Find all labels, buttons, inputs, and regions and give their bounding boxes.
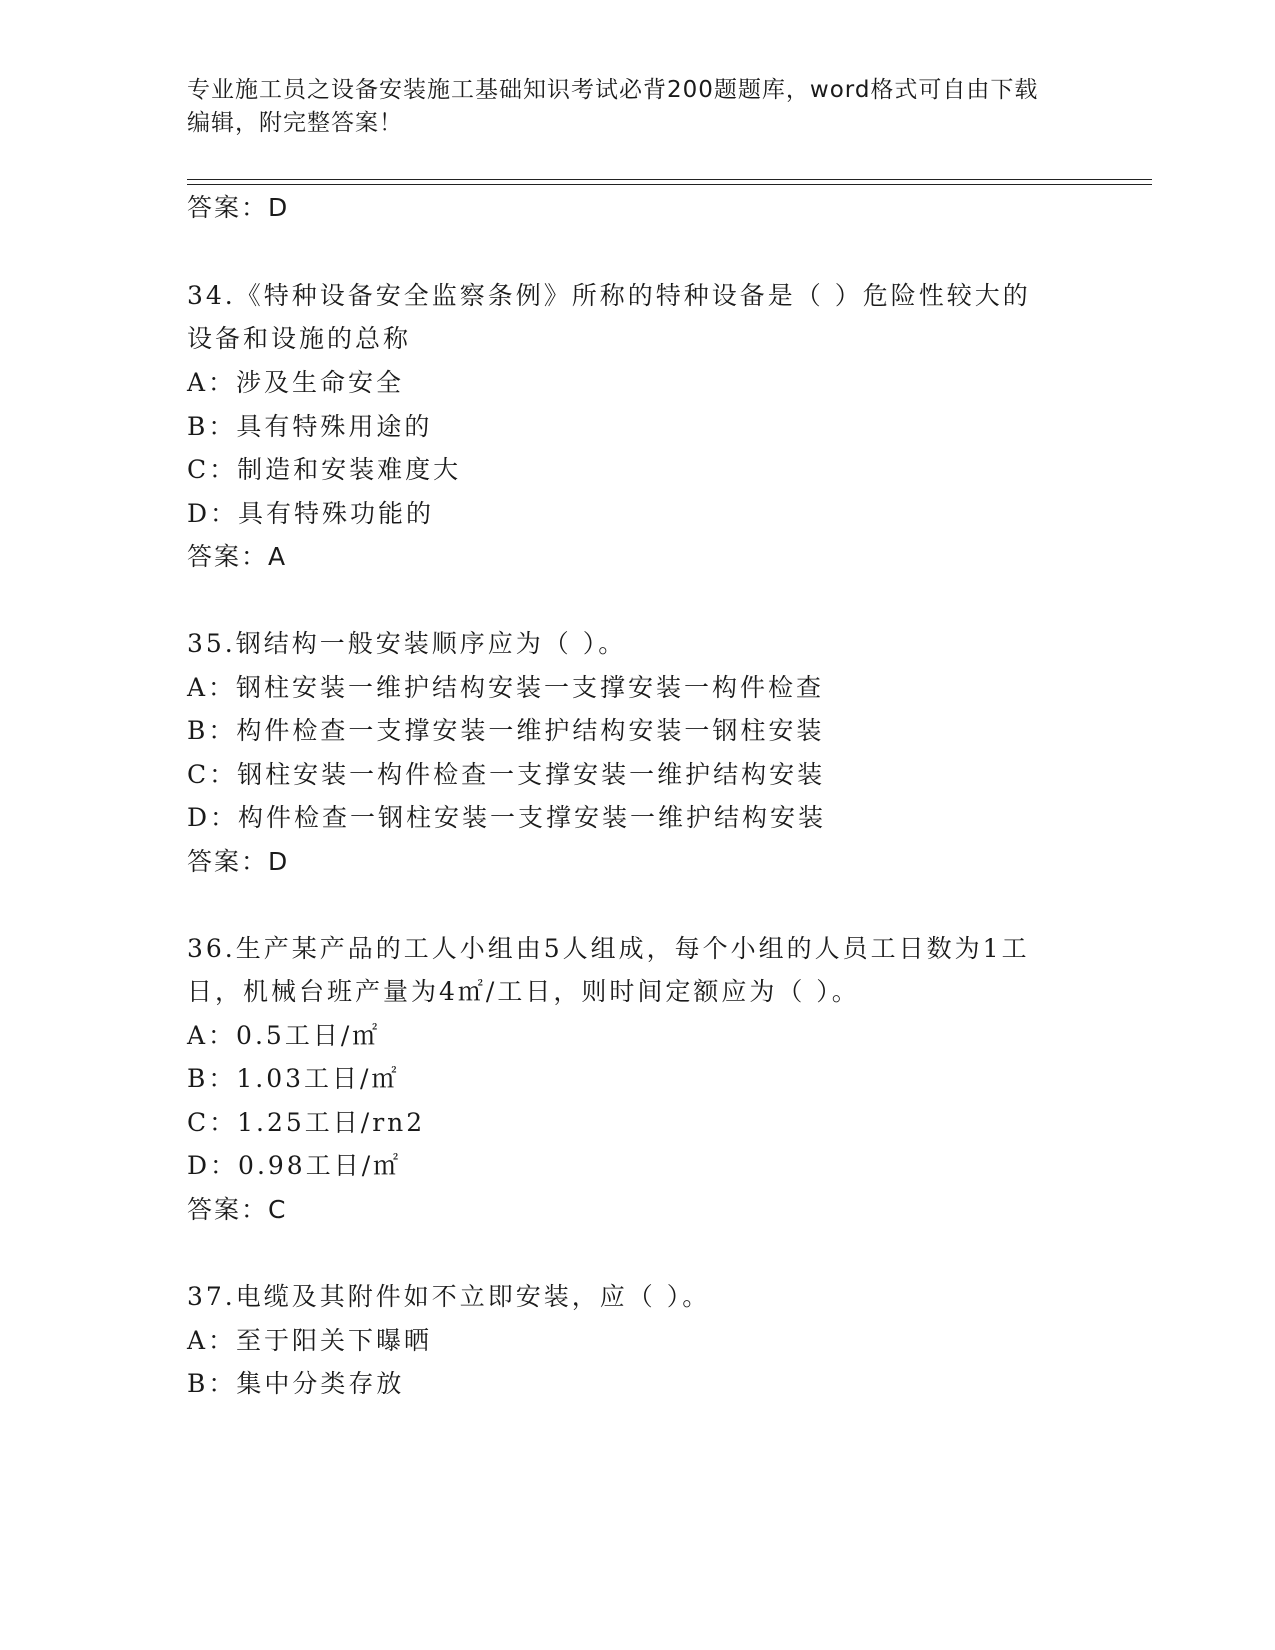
question-34-option-a: A：涉及生命安全 [187,368,405,397]
question-36-stem-1: 36.生产某产品的工人小组由5人组成，每个小组的人员工日数为1工 [187,934,1030,963]
question-34-option-b: B：具有特殊用途的 [187,412,433,441]
answer-33: 答案：D [187,193,290,222]
header-line-1: 专业施工员之设备安装施工基础知识考试必背200题题库，word格式可自由下载 [187,77,1039,103]
answer-36: 答案：C [187,1195,288,1224]
answer-34: 答案：A [187,542,288,571]
question-35-stem-1: 35.钢结构一般安装顺序应为（ ）。 [187,629,627,658]
question-35-option-c: C：钢柱安装一构件检查一支撑安装一维护结构安装 [187,760,826,789]
question-34-stem-1: 34.《特种设备安全监察条例》所称的特种设备是（ ）危险性较大的 [187,281,1031,310]
question-34-stem-2: 设备和设施的总称 [187,324,412,353]
question-36-stem-2: 日，机械台班产量为4㎡/工日，则时间定额应为（ ）。 [187,977,860,1006]
question-36-option-b: B：1.03工日/㎡ [187,1064,400,1093]
header-rule-top [187,179,1152,180]
question-36-option-d: D：0.98工日/㎡ [187,1151,402,1180]
question-34-option-d: D：具有特殊功能的 [187,499,435,528]
question-35-option-d: D：构件检查一钢柱安装一支撑安装一维护结构安装 [187,803,827,832]
answer-35: 答案：D [187,847,290,876]
question-35-option-a: A：钢柱安装一维护结构安装一支撑安装一构件检查 [187,673,825,702]
question-37-option-a: A：至于阳关下曝晒 [187,1326,433,1355]
question-37-stem-1: 37.电缆及其附件如不立即安装，应（ ）。 [187,1282,711,1311]
question-36-option-a: A：0.5工日/㎡ [187,1021,381,1050]
question-37-option-b: B：集中分类存放 [187,1369,405,1398]
document-header [187,74,1067,140]
header-rule-bottom [187,184,1152,185]
question-36-option-c: C：1.25工日/rn2 [187,1108,426,1137]
header-line-2: 编辑，附完整答案！ [187,110,403,136]
question-34-option-c: C：制造和安装难度大 [187,455,462,484]
question-35-option-b: B：构件检查一支撑安装一维护结构安装一钢柱安装 [187,716,825,745]
